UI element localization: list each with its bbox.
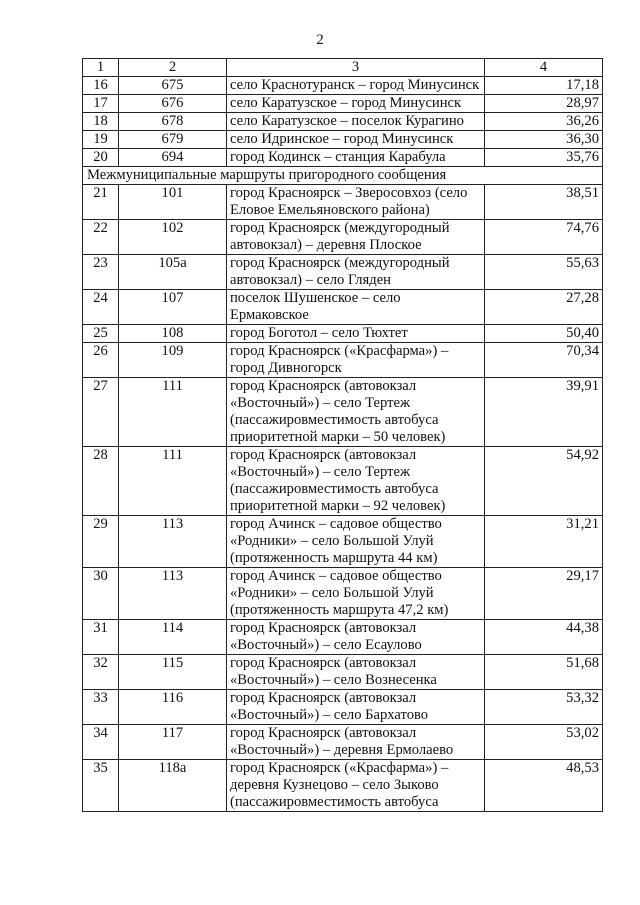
table-row (83, 290, 603, 325)
row-number: 20 (83, 149, 119, 167)
table-row (83, 131, 603, 149)
route-distance: 44,38 (485, 620, 603, 655)
route-description: село Каратузское – поселок Курагино (227, 113, 485, 131)
route-number: 114 (119, 620, 227, 655)
column-number-row (83, 59, 603, 77)
table-row (83, 378, 603, 447)
route-distance: 17,18 (485, 77, 603, 95)
section-row (83, 167, 603, 185)
route-number: 111 (119, 447, 227, 516)
route-description: поселок Шушенское – село Ермаковское (227, 290, 485, 325)
route-distance: 35,76 (485, 149, 603, 167)
table-row (83, 690, 603, 725)
table-row (83, 343, 603, 378)
row-number: 33 (83, 690, 119, 725)
row-number: 32 (83, 655, 119, 690)
column-number-3: 3 (227, 59, 485, 77)
route-description: город Красноярск (автовокзал «Восточный») – село Бархатово (227, 690, 485, 725)
table-row (83, 447, 603, 516)
row-number: 31 (83, 620, 119, 655)
route-description: город Красноярск (междугородный автовокзал) – село Гляден (227, 255, 485, 290)
route-number: 675 (119, 77, 227, 95)
table-row (83, 113, 603, 131)
route-number: 113 (119, 568, 227, 620)
route-description: город Кодинск – станция Карабула (227, 149, 485, 167)
route-number: 113 (119, 516, 227, 568)
route-distance: 38,51 (485, 185, 603, 220)
row-number: 28 (83, 447, 119, 516)
route-description: город Красноярск (автовокзал «Восточный») – село Тертеж (пассажировместимость автобуса приоритетной марки – 92 человек) (227, 447, 485, 516)
route-distance: 39,91 (485, 378, 603, 447)
route-description: город Красноярск – Зверосовхоз (село Еловое Емельяновского района) (227, 185, 485, 220)
route-number: 679 (119, 131, 227, 149)
route-number: 117 (119, 725, 227, 760)
table-row (83, 255, 603, 290)
row-number: 25 (83, 325, 119, 343)
route-description: город Красноярск («Красфарма») – город Дивногорск (227, 343, 485, 378)
route-distance: 48,53 (485, 760, 603, 812)
route-number: 118а (119, 760, 227, 812)
route-description: город Красноярск (автовокзал «Восточный») – деревня Ермолаево (227, 725, 485, 760)
route-number: 102 (119, 220, 227, 255)
row-number: 22 (83, 220, 119, 255)
table-row (83, 185, 603, 220)
table-row (83, 516, 603, 568)
route-distance: 53,32 (485, 690, 603, 725)
table-row (83, 325, 603, 343)
route-number: 115 (119, 655, 227, 690)
route-distance: 28,97 (485, 95, 603, 113)
route-number: 101 (119, 185, 227, 220)
table-row (83, 95, 603, 113)
row-number: 19 (83, 131, 119, 149)
route-distance: 51,68 (485, 655, 603, 690)
route-description: город Ачинск – садовое общество «Родники» – село Большой Улуй (протяженность маршрута 47,2 км) (227, 568, 485, 620)
table-row (83, 655, 603, 690)
route-number: 111 (119, 378, 227, 447)
row-number: 35 (83, 760, 119, 812)
row-number: 16 (83, 77, 119, 95)
route-description: село Идринское – город Минусинск (227, 131, 485, 149)
route-description: город Красноярск (автовокзал «Восточный») – село Есаулово (227, 620, 485, 655)
route-distance: 55,63 (485, 255, 603, 290)
route-number: 107 (119, 290, 227, 325)
route-distance: 53,02 (485, 725, 603, 760)
route-distance: 31,21 (485, 516, 603, 568)
row-number: 34 (83, 725, 119, 760)
route-distance: 54,92 (485, 447, 603, 516)
row-number: 29 (83, 516, 119, 568)
table-row (83, 568, 603, 620)
column-number-2: 2 (119, 59, 227, 77)
routes-table (82, 58, 603, 812)
table-row (83, 620, 603, 655)
route-number: 676 (119, 95, 227, 113)
page-number: 2 (316, 32, 324, 48)
route-number: 694 (119, 149, 227, 167)
row-number: 18 (83, 113, 119, 131)
row-number: 26 (83, 343, 119, 378)
route-description: село Каратузское – город Минусинск (227, 95, 485, 113)
route-description: город Красноярск (автовокзал «Восточный») – село Тертеж (пассажировместимость автобуса приоритетной марки – 50 человек) (227, 378, 485, 447)
route-distance: 50,40 (485, 325, 603, 343)
route-description: город Ачинск – садовое общество «Родники» – село Большой Улуй (протяженность маршрута 44 км) (227, 516, 485, 568)
route-description: село Краснотуранск – город Минусинск (227, 77, 485, 95)
table-row (83, 149, 603, 167)
row-number: 23 (83, 255, 119, 290)
table-row (83, 725, 603, 760)
route-distance: 27,28 (485, 290, 603, 325)
column-number-4: 4 (485, 59, 603, 77)
table-row (83, 760, 603, 812)
route-distance: 70,34 (485, 343, 603, 378)
section-title: Межмуниципальные маршруты пригородного сообщения (83, 167, 603, 185)
row-number: 30 (83, 568, 119, 620)
route-distance: 74,76 (485, 220, 603, 255)
route-number: 109 (119, 343, 227, 378)
route-description: город Боготол – село Тюхтет (227, 325, 485, 343)
row-number: 24 (83, 290, 119, 325)
route-distance: 36,30 (485, 131, 603, 149)
route-description: город Красноярск («Красфарма») – деревня Кузнецово – село Зыково (пассажировместимость автобуса (227, 760, 485, 812)
route-description: город Красноярск (междугородный автовокзал) – деревня Плоское (227, 220, 485, 255)
route-number: 105а (119, 255, 227, 290)
route-description: город Красноярск (автовокзал «Восточный») – село Вознесенка (227, 655, 485, 690)
route-number: 678 (119, 113, 227, 131)
routes-table-body (83, 59, 603, 812)
row-number: 27 (83, 378, 119, 447)
column-number-1: 1 (83, 59, 119, 77)
route-distance: 36,26 (485, 113, 603, 131)
route-distance: 29,17 (485, 568, 603, 620)
row-number: 21 (83, 185, 119, 220)
route-number: 108 (119, 325, 227, 343)
table-row (83, 220, 603, 255)
row-number: 17 (83, 95, 119, 113)
route-number: 116 (119, 690, 227, 725)
table-row (83, 77, 603, 95)
